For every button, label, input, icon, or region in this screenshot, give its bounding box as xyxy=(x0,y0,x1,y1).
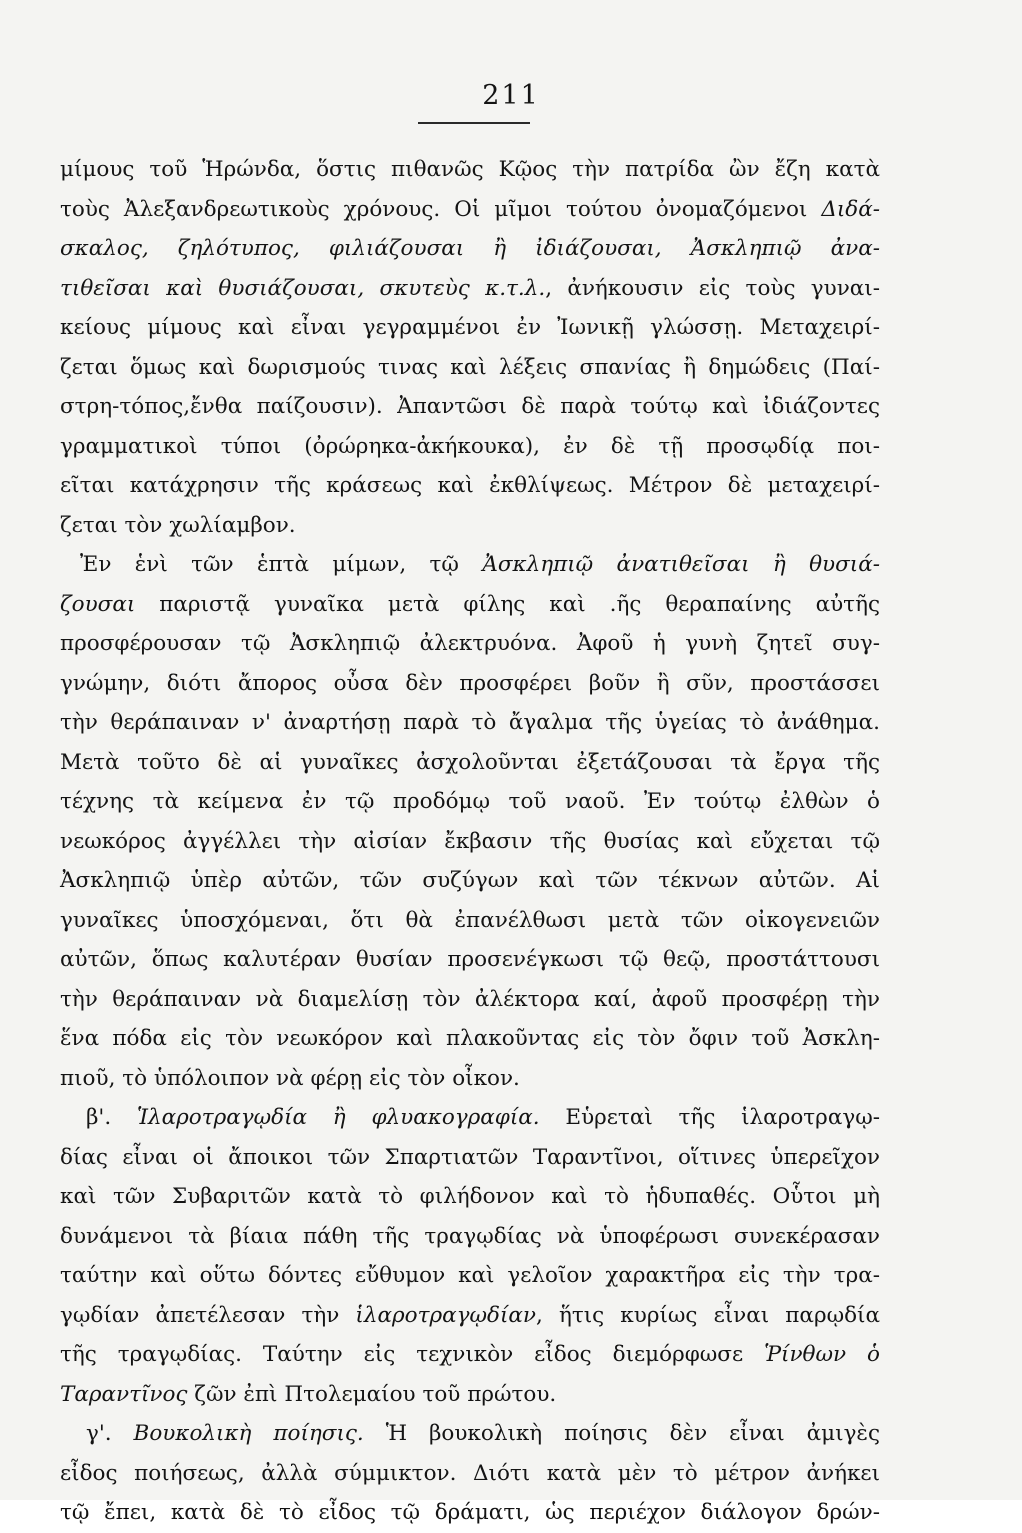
text-line: αὐτῶν, ὅπως καλυτέραν θυσίαν προσενέγκωσι τῷ θεῷ, προστάττουσι xyxy=(60,947,880,972)
section-heading-line: β'. Ἱλαροτραγῳδία ἢ φλυακογραφία. Εὑρεταὶ τῆς ἱλαροτραγῳ- xyxy=(86,1105,880,1130)
text-line: τοὺς Ἀλεξανδρεωτικοὺς χρόνους. Οἱ μῖμοι τούτου ὀνομαζόμενοι Διδά- xyxy=(60,196,880,222)
text-line: ἕνα πόδα εἰς τὸν νεωκόρον καὶ πλακοῦντας εἰς τὸν ὄφιν τοῦ Ἀσκλη- xyxy=(60,1026,880,1051)
text-line: κείους μίμους καὶ εἶναι γεγραμμένοι ἐν Ἰωνικῇ γλώσσῃ. Μεταχειρί- xyxy=(60,315,880,340)
text-line: μίμους τοῦ Ἡρώνδα, ὅστις πιθανῶς Κῷος τὴν πατρίδα ὢν ἔζη κατὰ xyxy=(60,157,880,182)
header-rule xyxy=(418,122,530,124)
text-line: εῖται κατάχρησιν τῆς κράσεως καὶ ἐκθλίψεως. Μέτρον δὲ μεταχειρί- xyxy=(60,473,880,498)
text-line: στρη-τόπος,ἔνθα παίζουσιν). Ἀπαντῶσι δὲ παρὰ τούτῳ καὶ ἰδιάζοντες xyxy=(60,394,880,419)
section-heading-line: γ'. Βουκολικὴ ποίησις. Ἡ βουκολικὴ ποίησις δὲν εἶναι ἀμιγὲς xyxy=(86,1421,880,1446)
text-line: γυναῖκες ὑποσχόμεναι, ὅτι θὰ ἐπανέλθωσι μετὰ τῶν οἰκογενειῶν xyxy=(60,907,880,933)
body-text xyxy=(60,150,880,1533)
text-line: δυνάμενοι τὰ βίαια πάθη τῆς τραγῳδίας νὰ ὑποφέρωσι συνεκέρασαν xyxy=(60,1223,880,1249)
text-line: προσφέρουσαν τῷ Ἀσκληπιῷ ἀλεκτρυόνα. Ἀφοῦ ἡ γυνὴ ζητεῖ συγ- xyxy=(60,631,880,656)
section-heading: Βουκολικὴ ποίησις. xyxy=(133,1421,364,1446)
text-line: ζεται ὅμως καὶ δωρισμούς τινας καὶ λέξεις σπανίας ἢ δημώδεις (Παί- xyxy=(60,354,880,380)
text-line: Ταραντῖνος ζῶν ἐπὶ Πτολεμαίου τοῦ πρώτου. xyxy=(60,1381,557,1407)
page-number: 211 xyxy=(482,80,540,111)
text-line: ταύτην καὶ οὕτω δόντες εὔθυμον καὶ γελοῖον χαρακτῆρα εἰς τὴν τρα- xyxy=(60,1263,880,1288)
text-line: καὶ τῶν Συβαριτῶν κατὰ τὸ φιλήδονον καὶ τὸ ἡδυπαθές. Οὗτοι μὴ xyxy=(60,1184,880,1209)
text-line: πιοῦ, τὸ ὑπόλοιπον νὰ φέρῃ εἰς τὸν οἶκον. xyxy=(60,1065,520,1091)
text-line: τῷ ἔπει, κατὰ δὲ τὸ εἶδος τῷ δράματι, ὡς περιέχον διάλογον δρών- xyxy=(60,1500,880,1525)
text-line: ζεται τὸν χωλίαμβον. xyxy=(60,512,296,538)
text-line: Ἀσκληπιῷ ὑπὲρ αὐτῶν, τῶν συζύγων καὶ τῶν τέκνων αὐτῶν. Αἱ xyxy=(60,868,880,893)
text-line: γῳδίαν ἀπετέλεσαν τὴν ἱλαροτραγῳδίαν, ἥτις κυρίως εἶναι παρῳδία xyxy=(60,1302,881,1328)
text-line: τῆς τραγῳδίας. Ταύτην εἰς τεχνικὸν εἶδος διεμόρφωσε Ῥίνθων ὁ xyxy=(60,1342,880,1367)
text-line: εἶδος ποιήσεως, ἀλλὰ σύμμικτον. Διότι κατὰ μὲν τὸ μέτρον ἀνήκει xyxy=(60,1460,880,1486)
text-line: δίας εἶναι οἱ ἄποικοι τῶν Σπαρτιατῶν Ταραντῖνοι, οἵτινες ὑπερεῖχον xyxy=(60,1144,880,1170)
text-line: γνώμην, διότι ἄπορος οὖσα δὲν προσφέρει βοῦν ἢ σῦν, προστάσσει xyxy=(60,670,880,696)
text-line: ζουσαι παριστᾷ γυναῖκα μετὰ φίλης καὶ .ῆς θεραπαίνης αὐτῆς xyxy=(60,591,880,617)
text-line: Μετὰ τοῦτο δὲ αἱ γυναῖκες ἀσχολοῦνται ἐξετάζουσαι τὰ ἔργα τῆς xyxy=(60,749,880,775)
text-line: Ἐν ἑνὶ τῶν ἑπτὰ μίμων, τῷ Ἀσκληπιῷ ἀνατιθεῖσαι ἢ θυσιά- xyxy=(80,552,880,577)
text-line: νεωκόρος ἀγγέλλει τὴν αἰσίαν ἔκβασιν τῆς θυσίας καὶ εὔχεται τῷ xyxy=(60,828,880,854)
text-line: τιθεῖσαι καὶ θυσιάζουσαι, σκυτεὺς κ.τ.λ., ἀνήκουσιν εἰς τοὺς γυναι- xyxy=(60,275,880,301)
text-line: τὴν θεράπαιναν ν' ἀναρτήσῃ παρὰ τὸ ἄγαλμα τῆς ὑγείας τὸ ἀνάθημα. xyxy=(60,710,880,735)
text-line: τέχνης τὰ κείμενα ἐν τῷ προδόμῳ τοῦ ναοῦ. Ἐν τούτῳ ἐλθὼν ὁ xyxy=(60,789,880,814)
text-line: γραμματικοὶ τύποι (ὀρώρηκα-ἀκήκουκα), ἐν δὲ τῇ προσῳδίᾳ ποι- xyxy=(60,433,880,459)
section-heading: Ἱλαροτραγῳδία ἢ φλυακογραφία. xyxy=(136,1105,540,1130)
text-line: τὴν θεράπαιναν νὰ διαμελίσῃ τὸν ἀλέκτορα καί, ἀφοῦ προσφέρῃ τὴν xyxy=(60,986,880,1012)
text-line: σκαλος, ζηλότυπος, φιλιάζουσαι ἢ ἰδιάζουσαι, Ἀσκληπιῷ ἀνα- xyxy=(60,236,880,261)
